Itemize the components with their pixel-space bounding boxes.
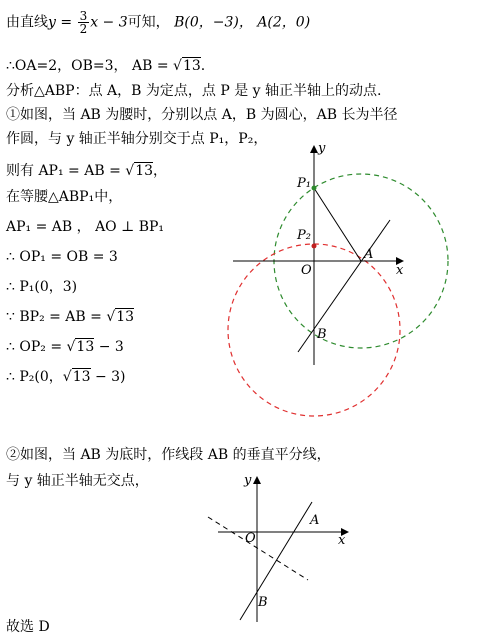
step6-radicand: 13: [116, 309, 135, 325]
ab-prefix: AB =: [132, 58, 174, 74]
case2-line1: ②如图，当 AB 为底时，作线段 AB 的垂直平分线，: [6, 447, 331, 463]
ab-radicand: 13: [182, 58, 201, 74]
label-a-2: A: [310, 513, 320, 528]
segment-a-p1: [314, 188, 361, 261]
step8-radicand: 13: [72, 369, 91, 385]
oa-ob-values: ∴OA=2，OB=3，: [6, 58, 128, 74]
case1-step8: ∴ P₂(0，√13 − 3): [6, 369, 126, 385]
point-p2: [312, 244, 317, 249]
figure-2: [200, 472, 360, 627]
step8-prefix: ∴ P₂(0，: [6, 369, 63, 385]
step1-radicand: 13: [135, 163, 154, 179]
label-x-2: x: [338, 533, 346, 548]
case2-line2: 与 y 轴正半轴无交点，: [6, 473, 149, 489]
label-p1: P₁: [297, 176, 311, 191]
given-line: ∴OA=2，OB=3， AB = √13.: [6, 58, 206, 74]
case1-step5: ∴ P₁(0，3): [6, 279, 78, 295]
step8-suffix: − 3): [90, 369, 126, 385]
label-y: y: [318, 141, 326, 156]
figure-1: [225, 140, 455, 420]
step7-suffix: − 3: [94, 339, 124, 355]
conclusion: 故选 D: [6, 619, 50, 635]
case1-step3: AP₁ = AB ， AO ⊥ BP₁: [6, 219, 165, 235]
step1-suffix: ，: [153, 163, 168, 179]
case1-step6: ∵ BP₂ = AB = √13: [6, 309, 135, 325]
point-b-coords: B(0，−3)，: [174, 14, 253, 31]
step6-prefix: ∵ BP₂ = AB =: [6, 309, 107, 325]
step7-prefix: ∴ OP₂ =: [6, 339, 67, 355]
fraction-numerator: 3: [79, 9, 88, 23]
analysis-line: 分析△ABP：点 A，B 为定点，点 P 是 y 轴正半轴上的动点.: [6, 83, 382, 99]
fraction-three-halves: [78, 10, 90, 35]
equation-lhs: y: [48, 14, 56, 31]
point-p1: [312, 186, 317, 191]
label-a: A: [364, 247, 374, 262]
intro-line: 由直线y = $\frac{3}{2}$ x − 3可知， B(0，−3)， A(2，0): [6, 9, 311, 36]
case1-step4: ∴ OP₁ = OB = 3: [6, 249, 118, 265]
case1-step7: ∴ OP₂ = √13 − 3: [6, 339, 124, 355]
label-y-2: y: [244, 473, 252, 488]
equation-rhs: x − 3: [90, 14, 128, 31]
label-x: x: [396, 263, 404, 278]
case1-line2: 作圆，与 y 轴正半轴分别交于点 P₁，P₂，: [6, 131, 268, 147]
line-ab: [298, 220, 390, 352]
point-a-coords: A(2，0): [257, 14, 311, 31]
intro-prefix: 由直线: [6, 14, 48, 31]
label-o: O: [301, 263, 312, 278]
case1-step2: 在等腰△ABP₁中，: [6, 189, 123, 205]
ab-suffix: .: [200, 58, 206, 74]
step1-prefix: 则有 AP₁ = AB =: [6, 163, 126, 179]
case1-line1: ①如图，当 AB 为腰时，分别以点 A，B 为圆心，AB 长为半径: [6, 107, 398, 123]
label-p2: P₂: [297, 228, 311, 243]
step7-radicand: 13: [76, 339, 95, 355]
line-ab-2: [240, 502, 312, 620]
label-o-2: O: [245, 531, 256, 546]
intro-suffix: 可知，: [127, 14, 170, 31]
label-b-2: B: [258, 595, 268, 610]
perpendicular-bisector: [208, 517, 308, 580]
label-b: B: [317, 327, 327, 342]
case1-step1: 则有 AP₁ = AB = √13，: [6, 163, 168, 179]
fraction-denominator: 2: [79, 22, 88, 36]
